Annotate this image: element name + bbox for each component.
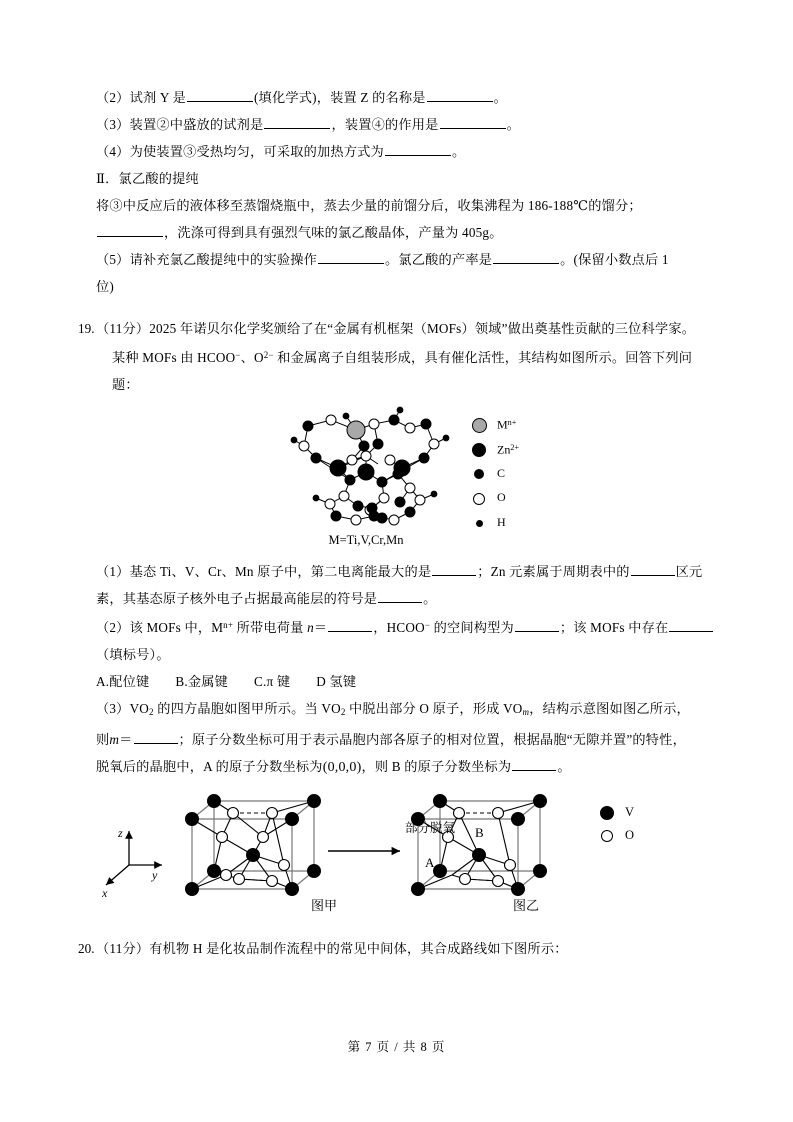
- legend-label-zn: $Zn^{2+}$: [497, 441, 520, 456]
- legend-label-v: V: [625, 804, 635, 819]
- crystal-caption-right: 图乙: [512, 897, 539, 913]
- q18-item-5-text-b: 。氯乙酸的产率是: [385, 252, 493, 267]
- q19-item-3-line-1: [96, 695, 706, 726]
- vom-sub: m: [522, 706, 530, 717]
- q18-item-5-text-c: 。(保留小数点后 1: [560, 252, 669, 267]
- hydrogen-icon: [468, 510, 490, 535]
- q19-item-2-text-c: ，HCOO: [373, 619, 425, 635]
- q19-item-3-text-b: 的四方晶胞如图甲所示。当 VO: [153, 700, 341, 716]
- crystal-caption-left: 图甲: [310, 897, 337, 913]
- q19-item-2-text-a: （2）该 MOFs 中，M: [96, 619, 224, 635]
- crystal-legend: [596, 801, 634, 847]
- q18-item-5: [96, 246, 706, 273]
- q19-item-3-line-3: [96, 753, 706, 781]
- q18-item-5-cont: 位): [96, 279, 114, 294]
- q19-item-3-text-j: 。: [557, 758, 571, 774]
- q19-item-2-text-d: 的空间构型为: [430, 619, 514, 635]
- legend-label-m: $M^{n+}$: [497, 417, 517, 432]
- axis-label-x: x: [102, 885, 108, 900]
- q19-head-text-a: 某种 MOFs 由 HCOO: [112, 349, 236, 365]
- q19-item-3-text-c: 中脱出部分 O 原子，形成 VO: [345, 700, 523, 716]
- carbon-icon: [468, 461, 490, 486]
- equals-sign: ＝: [119, 731, 133, 747]
- question-19-number: 19.: [78, 321, 95, 336]
- answer-blank[interactable]: [631, 562, 675, 576]
- answer-blank[interactable]: [385, 142, 451, 156]
- crystal-cell-figure: [96, 787, 706, 927]
- q19-item-1-line-1: [96, 558, 706, 585]
- oxygen-icon: [468, 485, 490, 510]
- q19-item-1-text-e: 。: [423, 590, 437, 606]
- q19-head-line-1: （11分）2025 年诺贝尔化学奖颁给了在“金属有机框架（MOFs）领域”做出奠基性贡献的三位科学家。: [96, 321, 696, 336]
- zn-ion-icon: [468, 436, 490, 461]
- q18-item-4-text-b: 。: [451, 144, 466, 159]
- legend-item-vanadium: [596, 801, 634, 824]
- answer-blank[interactable]: [669, 618, 713, 632]
- crystal-cell-right: [412, 794, 547, 895]
- charge-minus: −: [424, 619, 431, 630]
- vo2-sub: 2: [149, 706, 154, 717]
- fractional-coordinate-a: (0,0,0): [322, 759, 362, 775]
- q19-item-2-line-2: （填标号）。: [96, 646, 170, 662]
- q19-item-1-text-d: 素，其基态原子核外电子占据最高能层的符号是: [96, 590, 378, 606]
- answer-blank[interactable]: [328, 618, 372, 632]
- q18-item-3-text-c: 。: [506, 117, 520, 132]
- q18-purify-para-1: 将③中反应后的液体移至蒸馏烧瓶中，蒸去少量的前馏分后，收集沸程为 186-188℃的馏分；: [96, 198, 642, 213]
- q19-item-3-text-d: ，结构示意图如图乙所示，: [529, 700, 690, 716]
- q19-item-2-text-e: ；该 MOFs 中存在: [559, 619, 669, 635]
- option-d[interactable]: D 氢键: [316, 673, 357, 689]
- option-c[interactable]: C.π 键: [254, 673, 291, 689]
- q19-head-line-2: [96, 342, 706, 371]
- q19-item-2-text-b: 所带电荷量: [233, 619, 304, 635]
- q18-item-2-text-c: 。: [493, 90, 508, 105]
- q18-item-2-text-b: (填化学式)，装置 Z 的名称是: [253, 90, 426, 105]
- axis-label-y: y: [152, 867, 158, 882]
- q18-item-4-text-a: （4）为使装置③受热均匀，可采取的加热方式为: [96, 144, 384, 159]
- q18-item-4: [96, 138, 706, 165]
- legend-item-carbon: [468, 461, 519, 486]
- legend-label-o: O: [625, 827, 635, 842]
- legend-item-hydrogen: [468, 510, 519, 535]
- answer-blank[interactable]: [427, 88, 493, 102]
- q19-item-3-text-i: ，则 B 的原子分数坐标为: [361, 758, 512, 774]
- q18-item-2-text-a: （2）试剂 Y 是: [96, 90, 186, 105]
- answer-blank[interactable]: [134, 730, 178, 744]
- page-footer: 第 7 页 / 共 8 页: [347, 1040, 446, 1054]
- mof-figure-caption: M=Ti,V,Cr,Mn: [328, 532, 404, 547]
- q18-item-3-text-a: （3）装置②中盛放的试剂是: [96, 117, 264, 132]
- q18-purify-para-2-text: ，洗涤可得到具有强烈气味的氯乙酸晶体，产量为 405g。: [164, 225, 503, 240]
- q19-item-2-line-1: [96, 612, 706, 641]
- answer-blank[interactable]: [515, 618, 559, 632]
- answer-blank[interactable]: [440, 115, 506, 129]
- charge-2minus: 2−: [263, 350, 274, 360]
- q19-item-1-text-a: （1）基态 Ti、V、Cr、Mn 原子中，第二电离能最大的是: [96, 563, 432, 579]
- q19-item-1-line-2: [96, 585, 706, 612]
- label-atom-b: B: [475, 824, 484, 840]
- q19-item-3-text-a: （3）VO: [96, 700, 150, 716]
- answer-blank[interactable]: [378, 589, 422, 603]
- q19-item-3-line-2: [96, 726, 706, 753]
- q18-item-3-text-b: ，装置④的作用是: [331, 117, 439, 132]
- question-20-number: 20.: [78, 940, 95, 956]
- oxygen-icon: [596, 824, 618, 847]
- vo2-sub: 2: [340, 706, 346, 717]
- mof-legend: [468, 412, 519, 535]
- vanadium-icon: [596, 801, 618, 824]
- q18-purify-para-2: [96, 219, 706, 246]
- answer-blank[interactable]: [264, 115, 330, 129]
- legend-label-o: O: [497, 490, 506, 505]
- answer-blank[interactable]: [512, 757, 556, 771]
- charge-minus: −: [235, 350, 241, 360]
- q19-head-line-3: 题：: [112, 376, 139, 392]
- option-b[interactable]: B.金属键: [175, 673, 229, 689]
- option-a[interactable]: A.配位键: [96, 673, 150, 689]
- q18-item-5-text-a: （5）请补充氯乙酸提纯中的实验操作: [96, 252, 317, 267]
- legend-label-c: C: [497, 465, 506, 480]
- q19-options: [96, 668, 706, 695]
- metal-ion-node: [347, 421, 365, 439]
- answer-blank[interactable]: [493, 250, 559, 264]
- legend-label-h: H: [497, 514, 506, 529]
- m-ion-icon: [468, 412, 490, 437]
- legend-item-oxygen: [468, 485, 519, 510]
- q20-head: （11分）有机物 H 是化妆品制作流程中的常见中间体，其合成路线如下图所示：: [96, 940, 568, 956]
- q19-item-3-text-h: 脱氧后的晶胞中，A 的原子分数坐标为: [96, 758, 323, 774]
- q19-item-1-text-b: ；Zn 元素属于周期表中的: [477, 563, 630, 579]
- crystal-cell-left: [186, 794, 321, 895]
- section-2-title: Ⅱ．氯乙酸的提纯: [96, 171, 199, 186]
- answer-blank[interactable]: [97, 223, 163, 237]
- label-atom-a: A: [425, 854, 435, 870]
- n-variable: n: [307, 619, 314, 635]
- page-content: [78, 84, 706, 962]
- q19-item-3-text-e: 则: [96, 731, 110, 747]
- answer-blank[interactable]: [432, 562, 476, 576]
- m-variable: m: [109, 731, 120, 747]
- mof-structure-figure: [96, 398, 706, 558]
- axis-label-z: z: [118, 825, 123, 840]
- answer-blank[interactable]: [187, 88, 253, 102]
- q19-head-text-c: 和金属离子自组装形成，具有催化活性，其结构如图所示。回答下列问: [273, 349, 693, 365]
- q19-item-1-text-c: 区元: [675, 563, 703, 579]
- m-charge-sup: n+: [223, 619, 234, 630]
- q19-head-text-b: 、O: [240, 349, 264, 365]
- q18-item-2: [96, 84, 706, 111]
- answer-blank[interactable]: [318, 250, 384, 264]
- arrow-label-text: 部分脱氧: [404, 820, 455, 835]
- legend-item-zn-ion: [468, 436, 519, 461]
- legend-item-oxygen: [596, 824, 634, 847]
- mof-structure-diagram: [286, 402, 466, 534]
- q19-item-3-text-g: ；原子分数坐标可用于表示晶胞内部各原子的相对位置，根据晶胞“无隙并置”的特性，: [178, 731, 686, 747]
- equals-sign: ＝: [313, 619, 328, 635]
- q18-item-3: [96, 111, 706, 138]
- legend-item-m-ion: [468, 412, 519, 437]
